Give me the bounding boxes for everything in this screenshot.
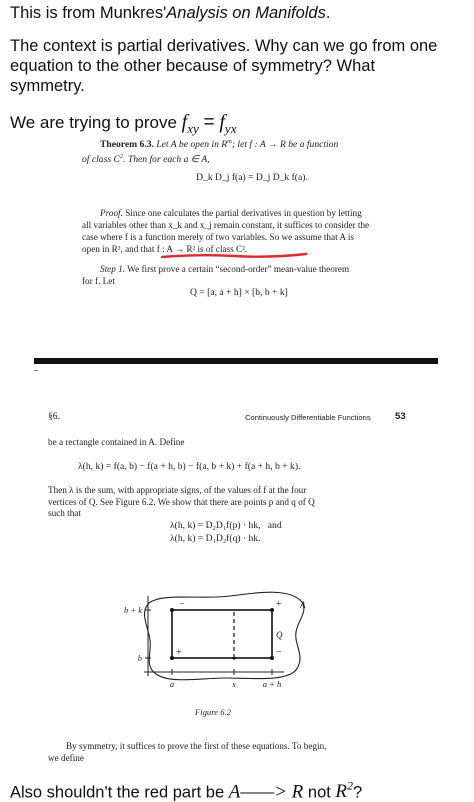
symmetry-text: By symmetry, it suffices to prove the first of these equations. To begin, we define — [48, 741, 327, 763]
label-a: a — [169, 679, 175, 689]
label-region-A: A — [300, 600, 306, 610]
lambda-text: Then λ is the sum, with appropriate signs, of the values of f at the four vertices of Q. See Figure 6.2. We show that there are points p and q of Q such that — [48, 485, 315, 518]
sign-bottom-left: + — [176, 647, 182, 658]
theorem-block — [82, 136, 422, 166]
step-block: Step 1. We first prove a certain “second-order” mean-value theorem for f. Let — [82, 264, 350, 286]
divider-mark — [34, 370, 38, 371]
section-mark: §6. — [48, 411, 60, 422]
label-b: b — [137, 653, 142, 663]
theorem-line2: of class $C^2$. Then for each a ∈ A, — [82, 153, 210, 166]
sign-top-left: − — [179, 599, 185, 610]
label-s: s — [232, 679, 236, 689]
label-Q: Q — [276, 630, 283, 640]
intro-line: This is from Munkres'Analysis on Manifolds. — [10, 4, 331, 22]
proof-block: Proof. Since one calculates the partial derivatives in question by letting all variables other than x_k and x_j remain constant, it suffices to consider the case where f is a function merely of two variables. So we assume that A is open in R², and that f : A → R² is of class C². — [82, 208, 370, 254]
page-number: 53 — [395, 411, 406, 422]
red-underline — [160, 251, 310, 261]
q-definition: Q = [a, a + h] × [b, b + k] — [190, 287, 288, 298]
prove-lhs: $f_{xy}$ — [181, 111, 199, 136]
theorem-line1: Theorem 6.3. Let A be open in $R^m$; let f : A → R be a function — [100, 138, 339, 151]
prove-line: We are trying to prove $f_{xy} = f_{yx}$ — [10, 111, 237, 136]
sign-top-right: + — [276, 599, 282, 610]
label-a-plus-h: a + h — [262, 679, 282, 689]
running-header: Continuously Differentiable Functions — [245, 413, 371, 422]
label-b-plus-k: b + k — [123, 605, 142, 615]
rectangle-line: be a rectangle contained in A. Define — [48, 437, 185, 447]
bottom-question: Also shouldn't the red part be A——> R not $R^2$? — [10, 779, 363, 802]
bottom-R-squared: $R^2$ — [335, 779, 354, 802]
lambda-definition: λ(h, k) = f(a, b) − f(a + h, b) − f(a, b + k) + f(a + h, b + k). — [78, 461, 301, 472]
screenshot-divider — [34, 358, 438, 364]
lambda-equations: λ(h, k) = D₂D₁f(p) · hk, and λ(h, k) = D₁D₂f(q) · hk. — [170, 520, 282, 544]
rectangle-q — [172, 610, 272, 658]
figure-caption: Figure 6.2 — [195, 707, 231, 717]
theorem-equation: D_k D_j f(a) = D_j D_k f(a). — [196, 172, 308, 183]
figure-6-2 — [123, 586, 330, 698]
sign-bottom-right: − — [276, 647, 282, 658]
question-paragraph: The context is partial derivatives. Why can we go from one equation to the other because of symmetry? What symmetry. — [10, 37, 438, 95]
prove-rhs: $f_{yx}$ — [219, 111, 237, 136]
